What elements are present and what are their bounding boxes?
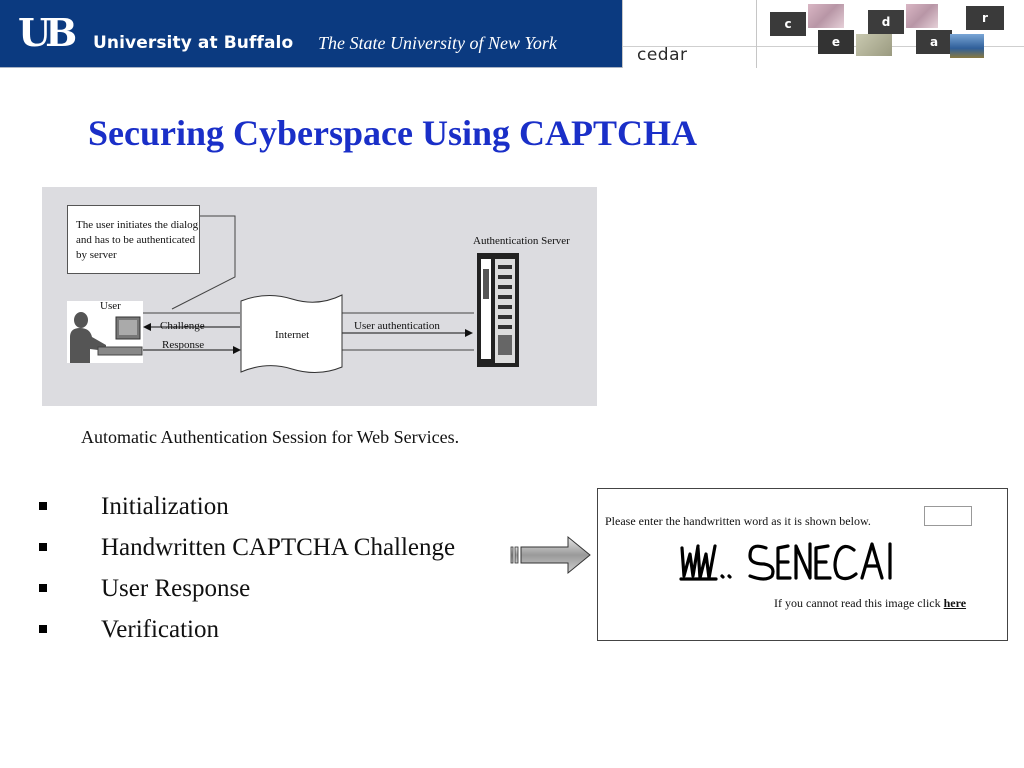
- bullet-square-icon: [39, 584, 47, 592]
- university-name: University at Buffalo: [93, 33, 294, 53]
- challenge-label: Challenge: [160, 320, 205, 332]
- bullet-square-icon: [39, 625, 47, 633]
- bullet-square-icon: [39, 502, 47, 510]
- authentication-server-label: Authentication Server: [473, 235, 570, 247]
- svg-text:UB: UB: [18, 12, 72, 54]
- tile-photo-3: [906, 4, 938, 28]
- captcha-refresh-link[interactable]: here: [943, 596, 967, 610]
- handwritten-captcha-image: [678, 536, 903, 586]
- captcha-footer: If you cannot read this image click here: [774, 596, 967, 610]
- cedar-logo: [622, 0, 757, 68]
- dialog-callout: The user initiates the dialog and has to be authenticated by server: [67, 205, 200, 274]
- tile-e: e: [818, 30, 854, 54]
- captcha-panel: [597, 488, 1008, 641]
- cedar-tiles: [770, 4, 1010, 64]
- cedar-wordmark: cedar: [637, 45, 688, 65]
- tile-a: a: [916, 30, 952, 54]
- svg-text:W. SENECA: W. SENECA: [678, 536, 684, 537]
- tile-photo: [808, 4, 844, 28]
- university-tagline: The State University of New York: [318, 33, 557, 53]
- right-arrow-icon: [510, 535, 592, 575]
- ub-logo: [16, 12, 92, 54]
- diagram-caption: Automatic Authentication Session for Web Services.: [81, 427, 460, 447]
- tile-d: d: [868, 10, 904, 34]
- tile-c: c: [770, 12, 806, 36]
- bullet-square-icon: [39, 543, 47, 551]
- tile-city-photo: [950, 34, 984, 58]
- university-banner: [0, 0, 622, 68]
- tile-photo-2: [856, 34, 892, 56]
- captcha-answer-input[interactable]: [924, 506, 972, 526]
- slide-title: Securing Cyberspace Using CAPTCHA: [88, 113, 697, 153]
- internet-label: Internet: [275, 329, 310, 341]
- captcha-prompt: Please enter the handwritten word as it is shown below.: [605, 514, 871, 528]
- user-label: User: [100, 300, 121, 312]
- authentication-diagram: [42, 187, 597, 406]
- response-label: Response: [162, 339, 205, 351]
- user-authentication-label: User authentication: [354, 320, 440, 332]
- tile-r: r: [966, 6, 1004, 30]
